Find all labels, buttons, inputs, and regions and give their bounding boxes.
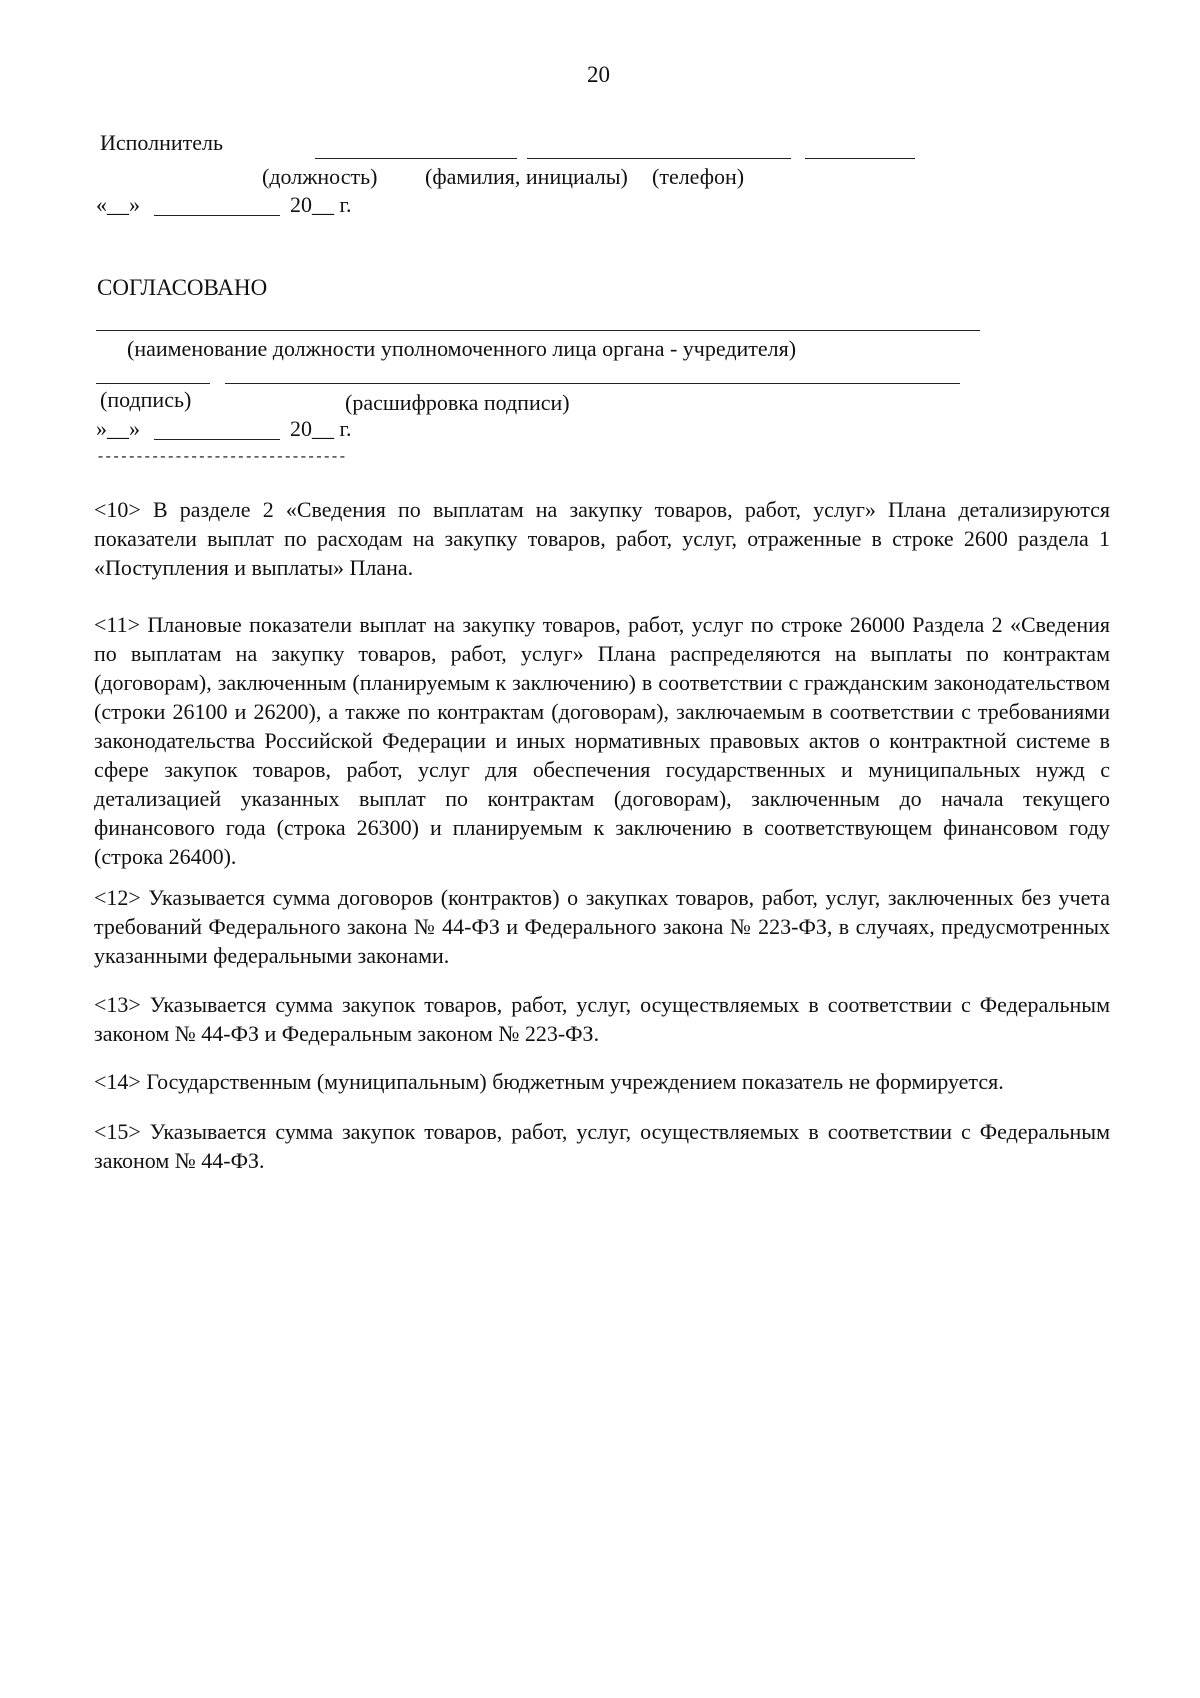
executor-date-year: 20__ г.	[290, 192, 352, 217]
footnote-separator: --------------------------------	[96, 449, 346, 466]
footnote-12: <12> Указывается сумма договоров (контрактов) о закупках товаров, работ, услуг, заключенных без учета требований Федерального закона № 44-ФЗ и Федерального закона № 223-ФЗ, в случаях, предусмотренных указанными федеральными законами.	[94, 885, 1110, 968]
approval-date-month-line	[154, 439, 280, 440]
footnote-10: <10> В разделе 2 «Сведения по выплатам на закупку товаров, работ, услуг» Плана детализируются показатели выплат по расходам на закупку товаров, работ, услуг, отраженные в строке 2600 раздела 1 «Поступления и выплаты» Плана.	[94, 497, 1110, 580]
position-line	[315, 158, 517, 159]
phone-caption: (телефон)	[652, 164, 745, 189]
decoding-caption: (расшифровка подписи)	[345, 390, 570, 415]
signature-caption: (подпись)	[100, 387, 192, 412]
page-number: 20	[587, 62, 610, 87]
footnote-11: <11> Плановые показатели выплат на закупку товаров, работ, услуг по строке 26000 Раздела 2 «Сведения по выплатам на закупку товаров, работ, услуг» Плана распределяются на выплаты по контрактам (договорам), заключенным (планируемым к заключению) в соответствии с гражданским законодательством (строки 26100 и 26200), а также по контрактам (договорам), заключаемым в соответствии с требованиями законодательства Российской Федерации и иных нормативных правовых актов о контрактной системе в сфере закупок товаров, работ, услуг для обеспечения государственных и муниципальных нужд с детализацией указанных выплат по контрактам (договорам), заключенным до начала текущего финансового года (строка 26300) и планируемым к заключению в соответствующем финансовом году (строка 26400).	[94, 612, 1110, 869]
executor-date-month-line	[154, 215, 280, 216]
footnote-13: <13> Указывается сумма закупок товаров, работ, услуг, осуществляемых в соответствии с Федеральным законом № 44-ФЗ и Федеральным законом № 223-ФЗ.	[94, 992, 1110, 1046]
executor-date-day: «__»	[96, 192, 140, 217]
executor-label: Исполнитель	[100, 130, 224, 155]
position-caption: (должность)	[262, 164, 378, 189]
footnote-15: <15> Указывается сумма закупок товаров, работ, услуг, осуществляемых в соответствии с Федеральным законом № 44-ФЗ.	[94, 1119, 1110, 1173]
decoding-line	[225, 383, 960, 384]
signature-line	[96, 383, 210, 384]
name-line	[527, 158, 791, 159]
phone-line	[805, 158, 915, 159]
approval-heading: СОГЛАСОВАНО	[97, 275, 268, 300]
official-caption: (наименование должности уполномоченного лица органа - учредителя)	[127, 336, 797, 361]
name-caption: (фамилия, инициалы)	[425, 164, 628, 189]
approval-date-day: »__»	[96, 416, 140, 441]
official-line	[96, 330, 980, 331]
footnote-14: <14> Государственным (муниципальным) бюджетным учреждением показатель не формируется.	[94, 1069, 1004, 1094]
approval-date-year: 20__ г.	[290, 416, 352, 441]
